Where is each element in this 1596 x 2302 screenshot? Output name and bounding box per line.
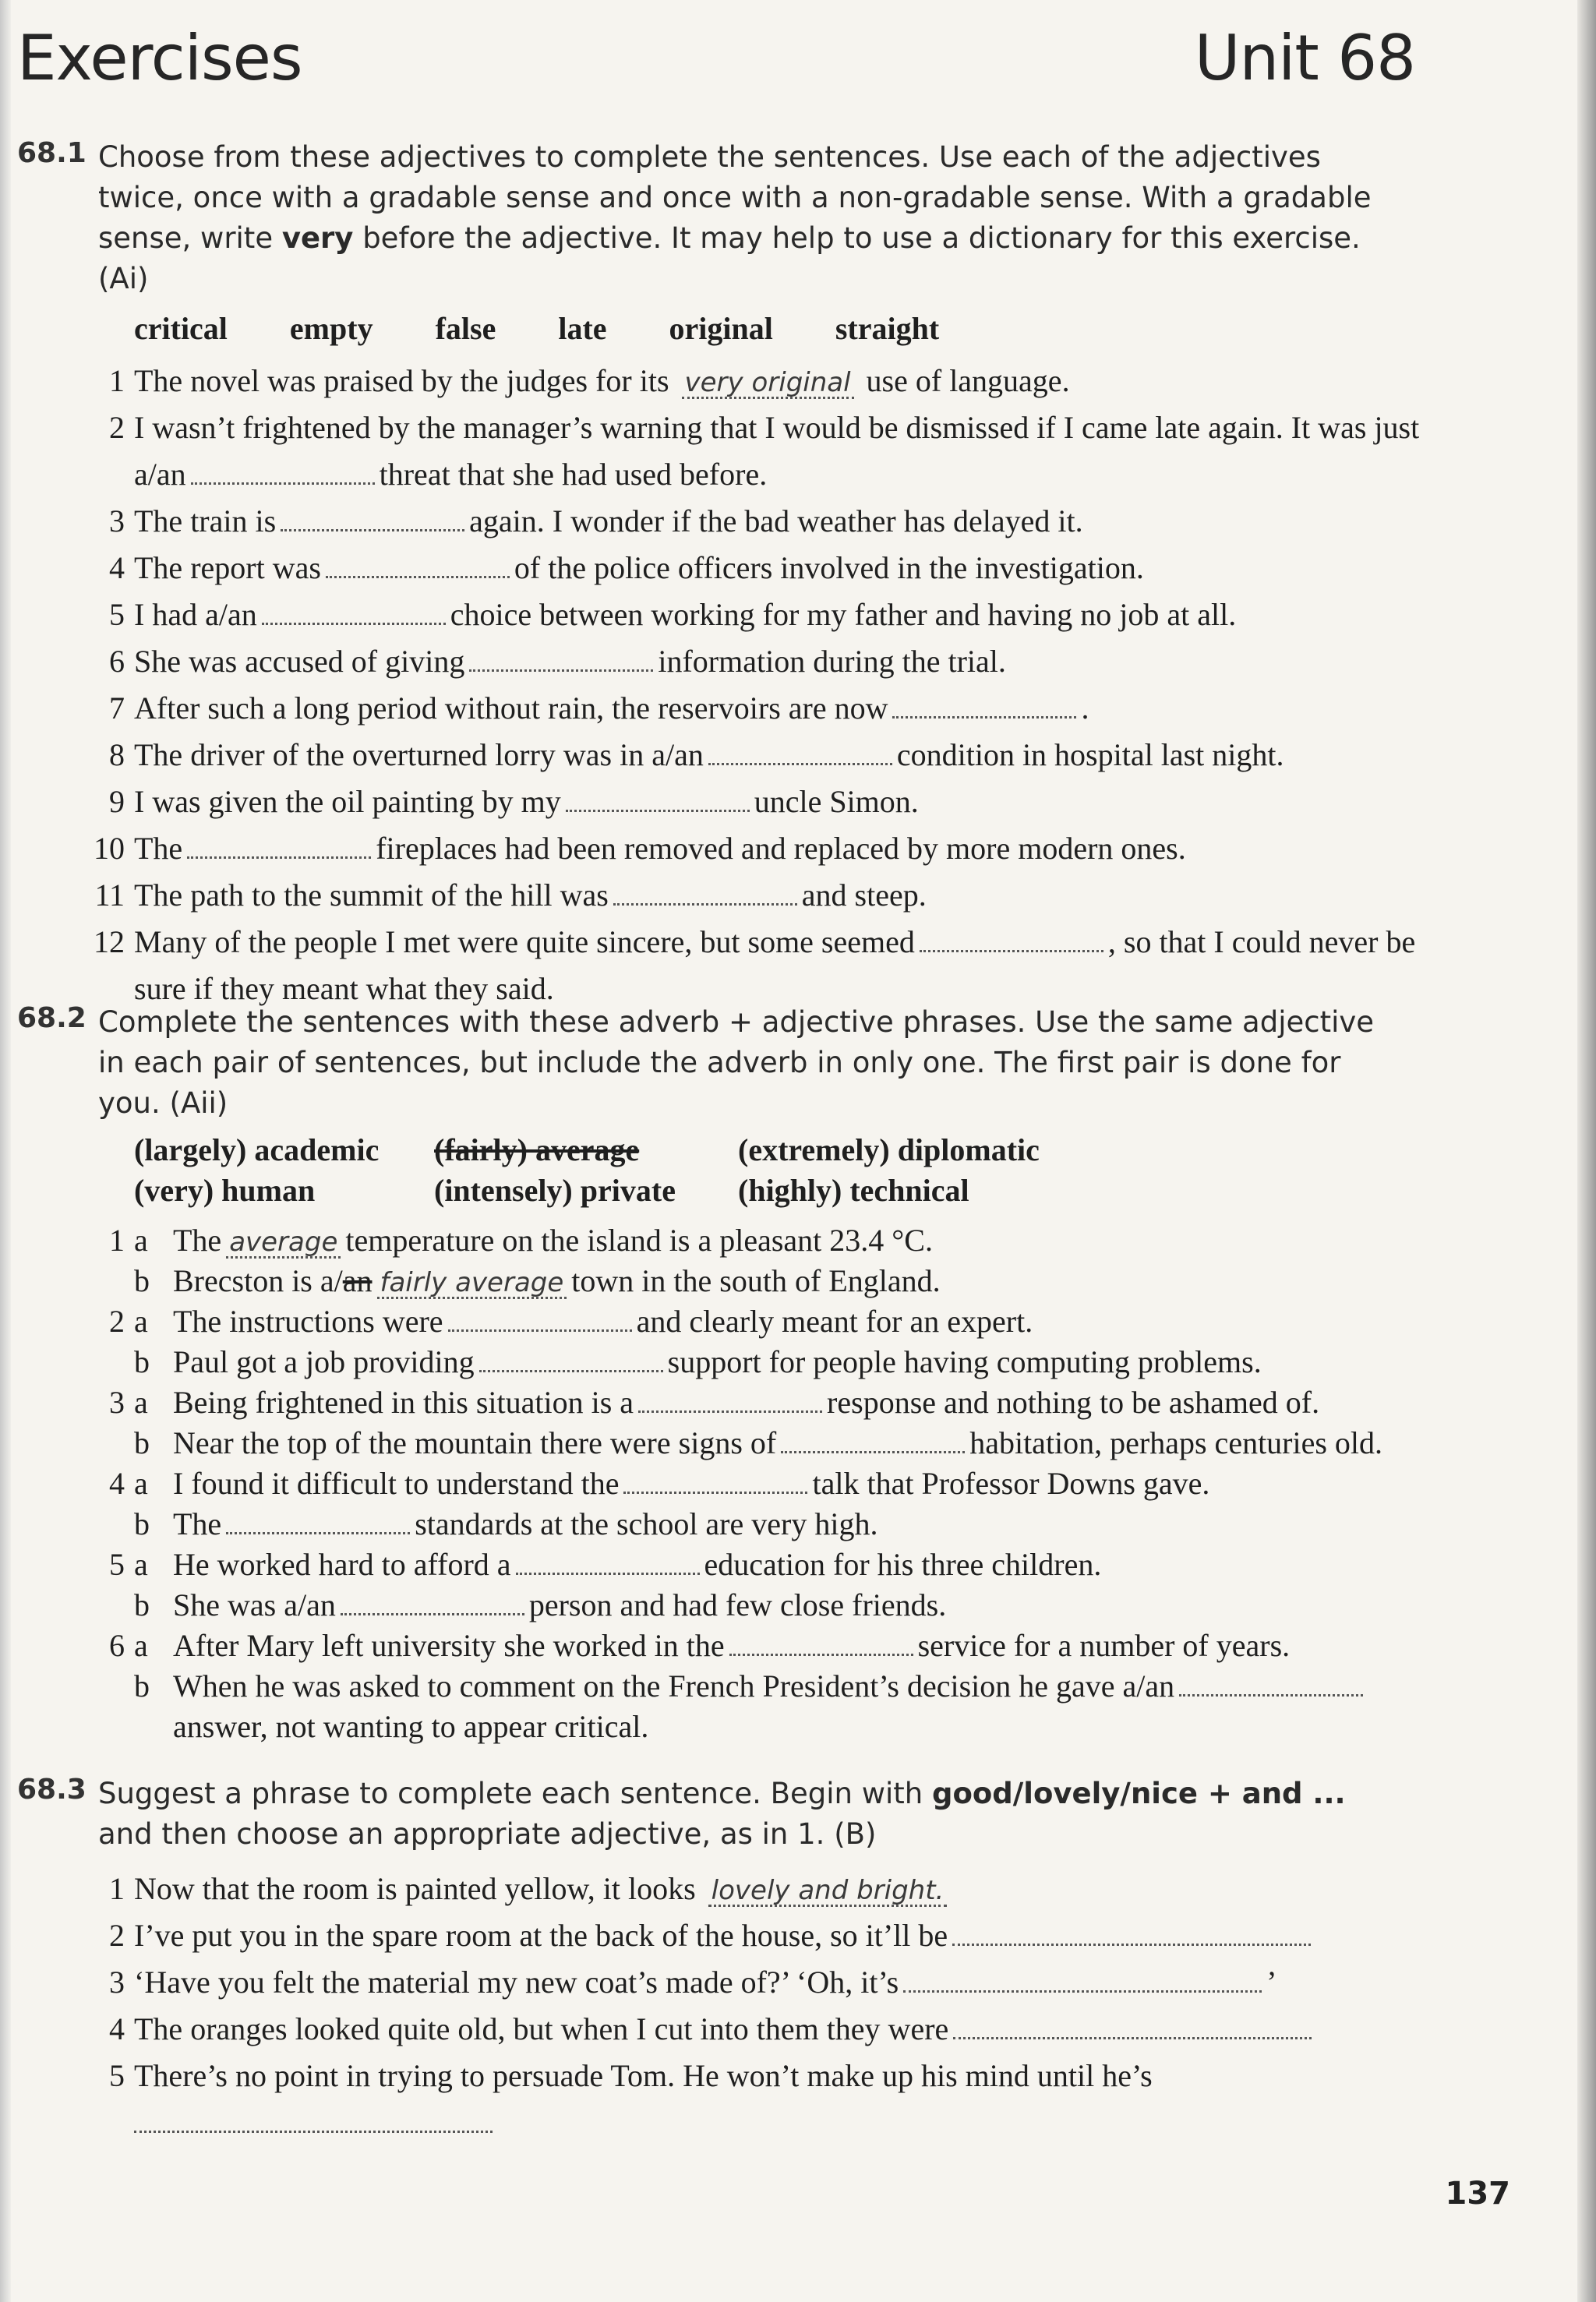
word-straight: straight <box>835 311 940 346</box>
instruction-text: Suggest a phrase to complete each sentence. Begin with <box>98 1777 932 1810</box>
answer-blank[interactable] <box>892 715 1076 718</box>
list-item <box>17 1545 1420 1585</box>
answer-blank[interactable] <box>1179 1693 1363 1696</box>
item-text: The instructions were <box>173 1304 443 1339</box>
exercise-instruction: Complete the sentences with these adverb + adjective phrases. Use the same adjective in each pair of sentences, but include the adverb in only one. The first pair is done for you. (Aii) <box>98 1005 1375 1120</box>
answer-blank[interactable] <box>226 1531 410 1534</box>
answer-blank[interactable] <box>952 1943 1311 1946</box>
list-item <box>17 638 1420 685</box>
phrase-item: (very) human <box>134 1173 316 1208</box>
exercise-68-2 <box>17 1002 1420 1747</box>
phrase-item: (extremely) diplomatic <box>738 1132 1040 1167</box>
item-number: 9 <box>109 784 125 819</box>
item-text: She was a/an <box>173 1587 336 1622</box>
item-text: support for people having computing problems. <box>667 1344 1262 1379</box>
exercise-68-1 <box>17 137 1420 1012</box>
item-text: again. I wonder if the bad weather has delayed it. <box>469 503 1083 538</box>
exercise-items <box>17 1220 1420 1747</box>
instruction-text: before the adjective. It may help to use a dictionary for this exercise. (Ai) <box>98 221 1361 295</box>
word-empty: empty <box>289 311 373 346</box>
list-item <box>17 2006 1420 2053</box>
item-text: and clearly meant for an expert. <box>636 1304 1033 1339</box>
item-text: choice between working for my father and having no job at all. <box>450 597 1237 632</box>
item-text: The path to the summit of the hill was <box>134 877 609 913</box>
item-text: Near the top of the mountain there were signs of <box>173 1425 777 1460</box>
item-number: 6 <box>109 1628 125 1663</box>
exercise-items <box>17 1866 1420 2146</box>
item-number: 3 <box>109 1385 125 1420</box>
item-text: The novel was praised by the judges for its <box>134 363 669 398</box>
item-text: uncle Simon. <box>754 784 919 819</box>
item-text: Now that the room is painted yellow, it looks <box>134 1871 696 1906</box>
unit-title: Unit 68 <box>1194 22 1415 94</box>
list-item <box>17 1463 1420 1504</box>
instruction-bold: very <box>281 221 354 255</box>
answer-blank[interactable] <box>920 949 1103 952</box>
word-late: late <box>558 311 607 346</box>
item-text: After Mary left university she worked in the <box>173 1628 725 1663</box>
answer-blank[interactable] <box>469 669 653 672</box>
list-item <box>17 2053 1420 2146</box>
item-text: He worked hard to afford a <box>173 1547 511 1582</box>
item-text: There’s no point in trying to persuade Tom. He won’t make up his mind until he’s <box>134 2058 1153 2093</box>
list-item <box>17 1382 1420 1423</box>
phrase-item: (highly) technical <box>738 1173 969 1208</box>
item-text: condition in hospital last night. <box>896 737 1284 772</box>
item-text: I was given the oil painting by my <box>134 784 561 819</box>
word-critical: critical <box>134 311 228 346</box>
list-item <box>17 1504 1420 1545</box>
item-number: 1 <box>109 1223 125 1258</box>
item-text: I had a/an <box>134 597 257 632</box>
item-text: The <box>173 1223 222 1258</box>
phrase-item: (intensely) private <box>434 1173 676 1208</box>
handwritten-answer: lovely and bright. <box>708 1877 948 1907</box>
item-number: 1 <box>109 363 125 398</box>
item-number: 11 <box>94 877 125 913</box>
list-item <box>17 1585 1420 1626</box>
list-item <box>17 591 1420 638</box>
item-number: 7 <box>109 690 125 726</box>
answer-blank[interactable] <box>953 2036 1312 2039</box>
exercise-instruction <box>98 137 1407 299</box>
item-text: habitation, perhaps centuries old. <box>969 1425 1383 1460</box>
item-text: . <box>1081 690 1089 726</box>
item-text: Brecston is a/ <box>173 1263 343 1298</box>
item-text: I found it difficult to understand the <box>173 1466 620 1501</box>
exercise-number: 68.3 <box>17 1774 87 1806</box>
item-text: Paul got a job providing <box>173 1344 475 1379</box>
list-item <box>17 358 1420 404</box>
item-text: information during the trial. <box>658 644 1006 679</box>
answer-blank[interactable] <box>262 622 446 625</box>
item-number: 5 <box>109 2058 125 2093</box>
item-number: 10 <box>94 831 125 866</box>
item-text: Being frightened in this situation is a <box>173 1385 634 1420</box>
handwritten-answer: fairly average <box>377 1269 567 1299</box>
answer-blank[interactable] <box>191 482 375 485</box>
struck-text: an <box>342 1263 373 1298</box>
item-text: ‘Have you felt the material my new coat’s made of?’ ‘Oh, it’s <box>134 1965 899 2000</box>
list-item <box>17 1959 1420 2006</box>
item-text: When he was asked to comment on the French President’s decision he gave a/an <box>173 1668 1175 1704</box>
item-text: response and nothing to be ashamed of. <box>827 1385 1320 1420</box>
item-letter: a <box>134 1223 148 1258</box>
list-item <box>17 1220 1420 1261</box>
list-item <box>17 1423 1420 1463</box>
item-letter: b <box>134 1668 150 1704</box>
item-text: of the police officers involved in the investigation. <box>514 550 1144 585</box>
item-letter: b <box>134 1425 150 1460</box>
item-text: person and had few close friends. <box>528 1587 947 1622</box>
answer-blank[interactable] <box>781 1450 965 1453</box>
answer-blank[interactable] <box>281 528 464 531</box>
list-item <box>17 919 1420 1012</box>
item-letter: b <box>134 1587 150 1622</box>
instruction-text: and then choose an appropriate adjective, as in 1. (B) <box>98 1817 877 1851</box>
item-number: 3 <box>109 1965 125 2000</box>
answer-blank[interactable] <box>623 1491 807 1494</box>
handwritten-answer: average <box>226 1228 341 1259</box>
list-item <box>17 825 1420 872</box>
item-letter: b <box>134 1506 150 1541</box>
item-number: 5 <box>109 1547 125 1582</box>
item-letter: a <box>134 1304 148 1339</box>
list-item <box>17 1342 1420 1382</box>
item-text: temperature on the island is a pleasant 23.4 °C. <box>345 1223 933 1258</box>
answer-blank[interactable] <box>341 1612 524 1615</box>
instruction-bold: good/lovely/nice + and ... <box>931 1777 1346 1810</box>
phrase-item: (largely) academic <box>134 1132 380 1167</box>
item-text: service for a number of years. <box>917 1628 1291 1663</box>
list-item <box>17 1912 1420 1959</box>
item-text: use of language. <box>866 363 1070 398</box>
item-text: The <box>173 1506 222 1541</box>
item-letter: b <box>134 1344 150 1379</box>
item-number: 4 <box>109 2011 125 2046</box>
answer-blank[interactable] <box>638 1410 822 1413</box>
list-item <box>17 1866 1420 1912</box>
answer-blank[interactable] <box>903 1990 1262 1993</box>
answer-blank[interactable] <box>448 1329 632 1332</box>
item-letter: a <box>134 1628 148 1663</box>
answer-blank[interactable] <box>187 856 371 859</box>
exercise-number: 68.2 <box>17 1002 87 1034</box>
phrase-list <box>134 1130 1420 1211</box>
item-number: 2 <box>109 410 125 445</box>
list-item <box>17 1626 1420 1666</box>
word-original: original <box>669 311 773 346</box>
answer-blank[interactable] <box>326 575 510 578</box>
list-item <box>17 498 1420 545</box>
list-item <box>17 685 1420 732</box>
item-text: ’ <box>1266 1965 1277 2000</box>
item-text: I wasn’t frightened by the manager’s warning that I would be dismissed if I came late again. It was just a/an <box>134 410 1420 492</box>
item-number: 6 <box>109 644 125 679</box>
instruction-text: Choose from these adjectives to complete the sentences. Use each of the adjectives twice, once with a gradable sense and once with a non-gradable sense. With a gradable sense, write <box>98 140 1372 255</box>
item-letter: a <box>134 1547 148 1582</box>
item-number: 4 <box>109 550 125 585</box>
item-number: 8 <box>109 737 125 772</box>
item-text: standards at the school are very high. <box>415 1506 878 1541</box>
answer-blank[interactable] <box>708 762 892 765</box>
answer-blank[interactable] <box>729 1653 913 1656</box>
item-text: and steep. <box>801 877 927 913</box>
list-item <box>17 1301 1420 1342</box>
item-number: 3 <box>109 503 125 538</box>
item-text: The train is <box>134 503 277 538</box>
exercise-instruction <box>98 1774 1407 1855</box>
list-item <box>17 732 1420 779</box>
item-letter: b <box>134 1263 150 1298</box>
exercise-68-3 <box>17 1774 1420 2146</box>
item-text: After such a long period without rain, the reservoirs are now <box>134 690 888 726</box>
answer-blank[interactable] <box>479 1369 663 1372</box>
list-item <box>17 404 1420 498</box>
item-text: The driver of the overturned lorry was in a/an <box>134 737 704 772</box>
item-number: 2 <box>109 1918 125 1953</box>
exercise-number: 68.1 <box>17 137 87 169</box>
answer-blank[interactable] <box>613 902 797 906</box>
handwritten-answer: very original <box>682 369 854 399</box>
list-item <box>17 545 1420 591</box>
item-text: threat that she had used before. <box>379 457 768 492</box>
list-item <box>17 1666 1420 1747</box>
item-text: Many of the people I met were quite sincere, but some seemed <box>134 924 915 959</box>
exercise-items <box>17 358 1420 1012</box>
phrase-item-struck: (fairly) average <box>434 1132 640 1167</box>
answer-blank[interactable] <box>516 1572 700 1575</box>
item-number: 4 <box>109 1466 125 1501</box>
item-number: 5 <box>109 597 125 632</box>
page-spine-shadow <box>0 0 11 2302</box>
item-text: education for his three children. <box>704 1547 1102 1582</box>
item-text: talk that Professor Downs gave. <box>812 1466 1210 1501</box>
item-number: 12 <box>94 924 125 959</box>
word-false: false <box>435 311 496 346</box>
item-number: 1 <box>109 1871 125 1906</box>
page-title: Exercises <box>17 22 302 94</box>
item-text: She was accused of giving <box>134 644 465 679</box>
list-item <box>17 779 1420 825</box>
adjective-word-list <box>134 310 1420 347</box>
item-text: The <box>134 831 183 866</box>
item-text: I’ve put you in the spare room at the back of the house, so it’ll be <box>134 1918 948 1953</box>
item-letter: a <box>134 1466 148 1501</box>
item-text: The oranges looked quite old, but when I cut into them they were <box>134 2011 949 2046</box>
item-text: town in the south of England. <box>571 1263 941 1298</box>
page-edge-shadow <box>1577 0 1596 2302</box>
item-letter: a <box>134 1385 148 1420</box>
item-text: answer, not wanting to appear critical. <box>173 1709 649 1744</box>
list-item <box>17 1261 1420 1301</box>
answer-blank[interactable] <box>134 2130 493 2133</box>
page-number: 137 <box>1445 2176 1510 2212</box>
answer-blank[interactable] <box>566 809 750 812</box>
item-number: 2 <box>109 1304 125 1339</box>
item-text: The report was <box>134 550 321 585</box>
item-text: , so that I could never be sure if they meant what they said. <box>134 924 1416 1006</box>
list-item <box>17 872 1420 919</box>
item-text: fireplaces had been removed and replaced by more modern ones. <box>376 831 1186 866</box>
